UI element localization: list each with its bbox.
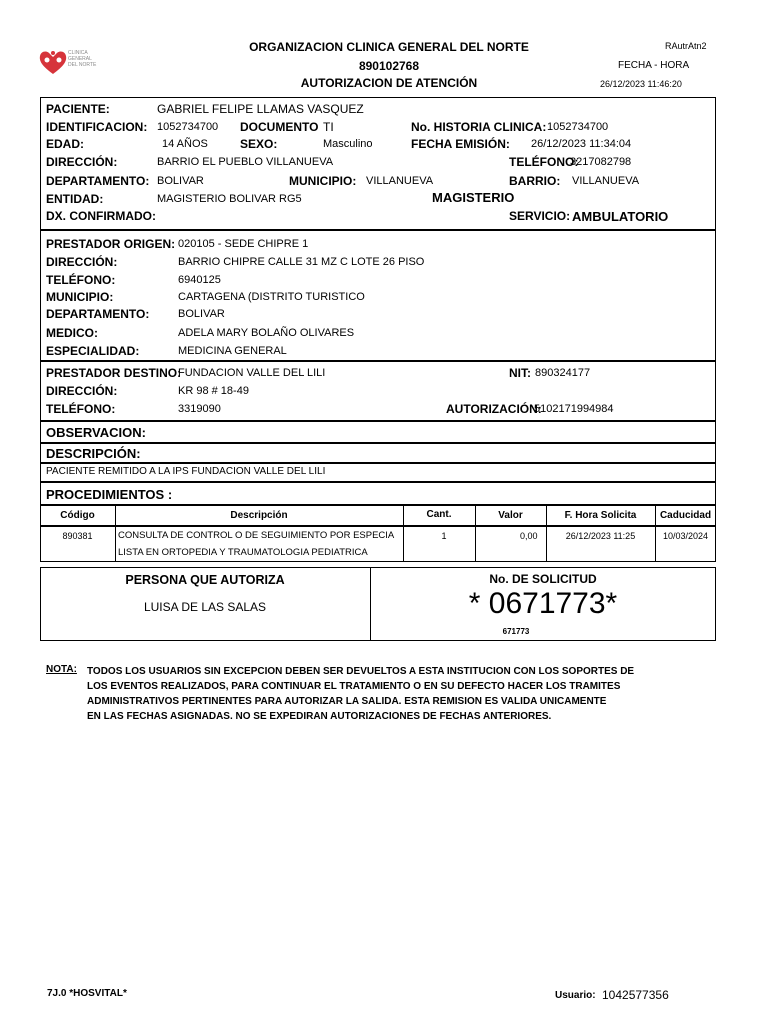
- origen-direccion-value: BARRIO CHIPRE CALLE 31 MZ C LOTE 26 PISO: [178, 256, 425, 268]
- barrio-label: BARRIO:: [509, 174, 561, 188]
- especialidad-label: ESPECIALIDAD:: [46, 344, 140, 358]
- nota-line: ADMINISTRATIVOS PERTINENTES PARA AUTORIZAR LA SALIDA. ESTA REMISION ES VALIDA UNICAMENTE: [87, 696, 607, 707]
- departamento-value: BOLIVAR: [157, 175, 204, 187]
- origen-departamento-value: BOLIVAR: [178, 308, 225, 320]
- documento-value: TI: [323, 120, 334, 134]
- col-fecha: F. Hora Solicita: [564, 510, 637, 521]
- autorizacion-label: AUTORIZACIÓN:: [446, 402, 542, 416]
- destino-direccion-value: KR 98 # 18-49: [178, 385, 249, 397]
- solicitud-value: 671773: [502, 627, 530, 636]
- logo-text-1: CLINICA: [68, 50, 88, 56]
- servicio-value: AMBULATORIO: [572, 209, 669, 224]
- origen-departamento-label: DEPARTAMENTO:: [46, 307, 150, 321]
- heart-logo-icon: [38, 48, 68, 76]
- procedimientos-title: PROCEDIMIENTOS :: [46, 487, 173, 502]
- destino-nit-value: 890324177: [535, 367, 591, 379]
- prestador-destino-value: FUNDACION VALLE DEL LILI: [178, 367, 326, 379]
- sexo-value: Masculino: [323, 138, 373, 150]
- persona-autoriza-value: LUISA DE LAS SALAS: [143, 600, 267, 614]
- footer-usuario-label: Usuario:: [555, 990, 596, 1001]
- regimen-value: MAGISTERIO: [432, 190, 515, 205]
- medico-label: MEDICO:: [46, 326, 98, 340]
- sexo-label: SEXO:: [240, 137, 278, 151]
- footer-version: 7J.0 *HOSVITAL*: [47, 988, 127, 999]
- footer-usuario-value: 1042577356: [602, 988, 669, 1002]
- entidad-value: MAGISTERIO BOLIVAR RG5: [157, 193, 302, 205]
- fecha-emision-value: 26/12/2023 11:34:04: [531, 138, 632, 150]
- origen-municipio-value: CARTAGENA (DISTRITO TURISTICO: [178, 291, 365, 303]
- nota-line: TODOS LOS USUARIOS SIN EXCEPCION DEBEN SER DEVUELTOS A ESTA INSTITUCION CON LOS SOPORTES DE: [87, 666, 635, 677]
- telefono-label: TELÉFONO:: [509, 155, 579, 169]
- fecha-hora-label: FECHA - HORA: [618, 60, 690, 71]
- col-codigo: Código: [60, 510, 95, 521]
- nota-text: [87, 664, 634, 724]
- descripcion-label: DESCRIPCIÓN:: [46, 446, 141, 461]
- cell-codigo: 890381: [62, 531, 93, 541]
- persona-autoriza-label: PERSONA QUE AUTORIZA: [125, 573, 285, 587]
- solicitud-barcode: * 0671773*: [468, 587, 618, 620]
- origen-telefono-value: 6940125: [178, 274, 221, 286]
- cell-descripcion-1: CONSULTA DE CONTROL O DE SEGUIMIENTO POR ESPECIA: [118, 530, 395, 541]
- telefono-value: 3217082798: [570, 156, 632, 168]
- col-descripcion: Descripción: [230, 510, 288, 521]
- edad-value: 14 AÑOS: [162, 138, 208, 150]
- nota-line: LOS EVENTOS REALIZADOS, PARA CONTINUAR EL TRATAMIENTO O EN SU DEFECTO HACER LOS TRAMITES: [87, 681, 621, 692]
- direccion-value: BARRIO EL PUEBLO VILLANUEVA: [157, 156, 334, 168]
- especialidad-value: MEDICINA GENERAL: [178, 345, 287, 357]
- nota-label: NOTA:: [46, 664, 77, 675]
- origen-municipio-label: MUNICIPIO:: [46, 290, 114, 304]
- destino-direccion-label: DIRECCIÓN:: [46, 384, 118, 398]
- autorizacion-value: 5102171994984: [534, 403, 614, 415]
- documento-label: DOCUMENTO: [240, 120, 319, 134]
- direccion-label: DIRECCIÓN:: [46, 155, 118, 169]
- logo-text-2: GENERAL: [68, 56, 92, 62]
- fecha-hora-value: 26/12/2023 11:46:20: [600, 79, 682, 89]
- col-valor: Valor: [498, 510, 523, 521]
- cell-cant: 1: [441, 531, 447, 541]
- destino-telefono-value: 3319090: [178, 403, 221, 415]
- cell-descripcion-2: LISTA EN ORTOPEDIA Y TRAUMATOLOGIA PEDIATRICA: [118, 547, 368, 558]
- observacion-label: OBSERVACION:: [46, 425, 146, 440]
- cell-valor: 0,00: [520, 531, 538, 541]
- barrio-value: VILLANUEVA: [572, 175, 640, 187]
- departamento-label: DEPARTAMENTO:: [46, 174, 150, 188]
- cell-caducidad: 10/03/2024: [662, 531, 709, 541]
- paciente-value: GABRIEL FELIPE LLAMAS VASQUEZ: [157, 102, 364, 116]
- cell-fecha: 26/12/2023 11:25: [565, 531, 636, 541]
- prestador-destino-label: PRESTADOR DESTINO:: [46, 366, 182, 380]
- org-nit: 890102768: [358, 59, 420, 73]
- fecha-emision-label: FECHA EMISIÓN:: [411, 137, 510, 151]
- destino-nit-label: NIT:: [509, 366, 531, 380]
- historia-value: 1052734700: [547, 121, 609, 133]
- descripcion-section: [40, 443, 716, 463]
- solicitud-label: No. DE SOLICITUD: [489, 572, 597, 586]
- dx-label: DX. CONFIRMADO:: [46, 209, 156, 223]
- medico-value: ADELA MARY BOLAÑO OLIVARES: [178, 327, 355, 339]
- historia-label: No. HISTORIA CLINICA:: [411, 120, 547, 134]
- paciente-label: PACIENTE:: [46, 102, 110, 116]
- prestador-origen-label: PRESTADOR ORIGEN:: [46, 237, 176, 251]
- document-title: AUTORIZACION DE ATENCIÓN: [300, 76, 478, 90]
- identificacion-label: IDENTIFICACION:: [46, 120, 148, 134]
- prestador-origen-value: 020105 - SEDE CHIPRE 1: [178, 238, 309, 250]
- municipio-value: VILLANUEVA: [366, 175, 434, 187]
- report-code: RAutrAtn2: [665, 41, 707, 51]
- descripcion-value: PACIENTE REMITIDO A LA IPS FUNDACION VALLE DEL LILI: [46, 466, 326, 477]
- nota-line: EN LAS FECHAS ASIGNADAS. NO SE EXPEDIRAN AUTORIZACIONES DE FECHAS ANTERIORES.: [87, 711, 552, 722]
- col-caducidad: Caducidad: [659, 510, 712, 521]
- destino-telefono-label: TELÉFONO:: [46, 402, 116, 416]
- origen-direccion-label: DIRECCIÓN:: [46, 255, 118, 269]
- servicio-label: SERVICIO:: [509, 209, 571, 223]
- clinic-logo: [38, 48, 118, 76]
- entidad-label: ENTIDAD:: [46, 192, 104, 206]
- identificacion-value: 1052734700: [157, 121, 219, 133]
- logo-text-3: DEL NORTE: [68, 62, 97, 68]
- col-cant: Cant.: [426, 509, 452, 520]
- municipio-label: MUNICIPIO:: [289, 174, 357, 188]
- org-name: ORGANIZACION CLINICA GENERAL DEL NORTE: [249, 40, 529, 54]
- edad-label: EDAD:: [46, 137, 84, 151]
- origen-telefono-label: TELÉFONO:: [46, 273, 116, 287]
